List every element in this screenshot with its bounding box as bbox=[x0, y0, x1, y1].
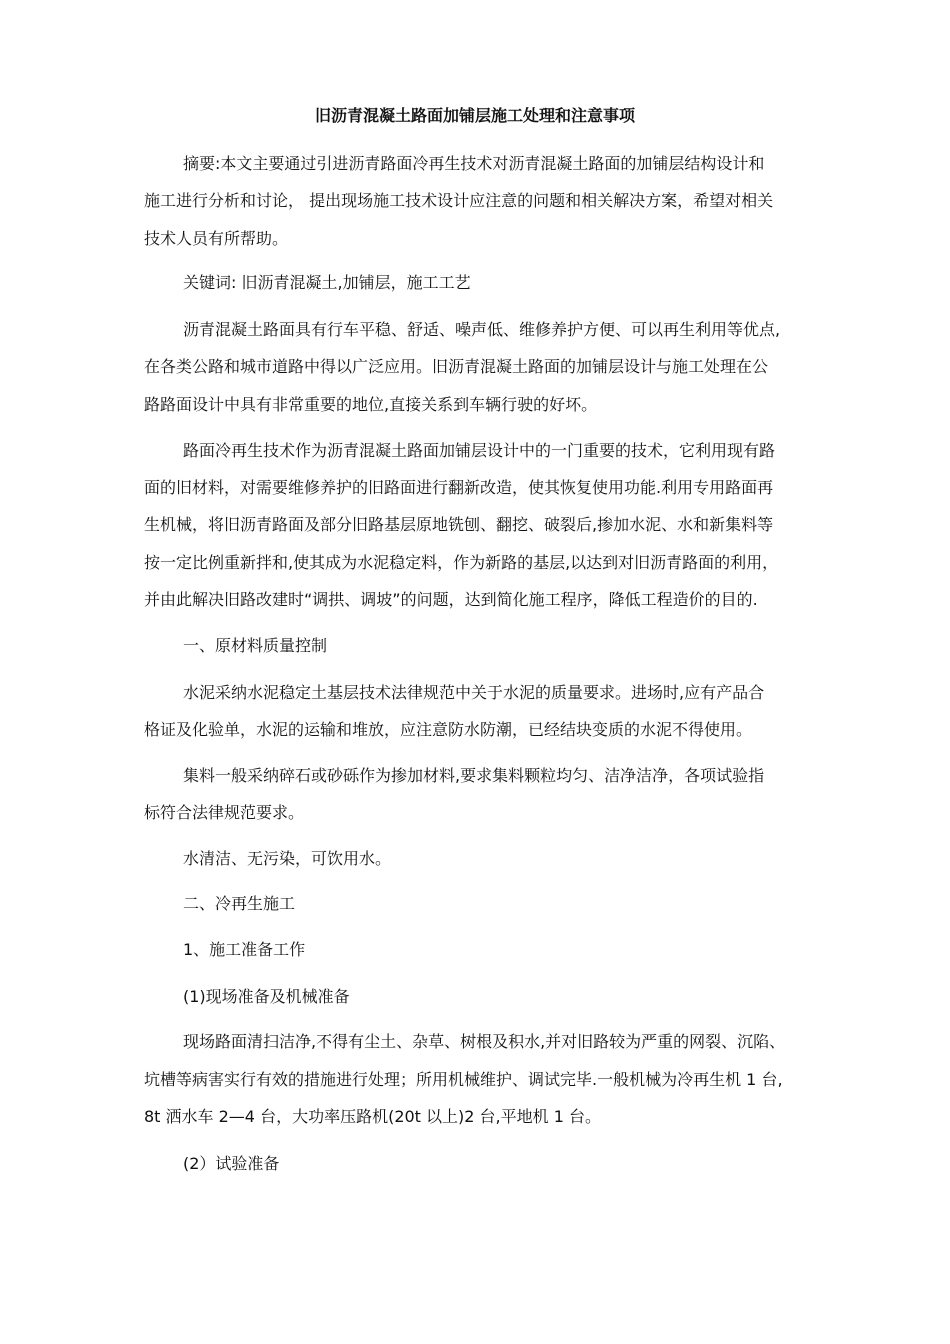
text-line: 施工进行分析和讨论， 提出现场施工技术设计应注意的问题和相关解决方案，希望对相关 bbox=[144, 191, 774, 210]
text-line: 坑槽等病害实行有效的措施进行处理；所用机械维护、调试完毕.一般机械为冷再生机 1 台, bbox=[144, 1070, 783, 1089]
text-line: 并由此解决旧路改建时“调拱、调坡”的问题，达到简化施工程序，降低工程造价的目的. bbox=[144, 590, 758, 609]
text-line: 在各类公路和城市道路中得以广泛应用。旧沥青混凝土路面的加铺层设计与施工处理在公 bbox=[144, 357, 769, 376]
text-line: 二、冷再生施工 bbox=[183, 894, 296, 913]
document-title: 旧沥青混凝土路面加铺层施工处理和注意事项 bbox=[314, 106, 635, 125]
text-line: 关键词: 旧沥青混凝土,加铺层，施工工艺 bbox=[183, 273, 471, 292]
text-line: 水清洁、无污染，可饮用水。 bbox=[183, 849, 392, 868]
text-line: 面的旧材料，对需要维修养护的旧路面进行翻新改造，使其恢复使用功能.利用专用路面再 bbox=[144, 478, 774, 497]
text-line: 技术人员有所帮助。 bbox=[144, 229, 289, 248]
text-line: 集料一般采纳碎石或砂砾作为掺加材料,要求集料颗粒均匀、洁净洁净，各项试验指 bbox=[183, 766, 765, 785]
text-line: 路面冷再生技术作为沥青混凝土路面加铺层设计中的一门重要的技术，它利用现有路 bbox=[183, 441, 776, 460]
text-line: 摘要:本文主要通过引进沥青路面冷再生技术对沥青混凝土路面的加铺层结构设计和 bbox=[183, 154, 765, 173]
text-line: 8t 洒水车 2—4 台，大功率压路机(20t 以上)2 台,平地机 1 台。 bbox=[144, 1107, 601, 1126]
text-line: 水泥采纳水泥稳定土基层技术法律规范中关于水泥的质量要求。进场时,应有产品合 bbox=[183, 683, 765, 702]
text-line: 一、原材料质量控制 bbox=[183, 636, 328, 655]
text-line: 按一定比例重新拌和,使其成为水泥稳定料，作为新路的基层,以达到对旧沥青路面的利用， bbox=[144, 553, 779, 572]
text-line: (1)现场准备及机械准备 bbox=[183, 987, 350, 1006]
text-line: 标符合法律规范要求。 bbox=[144, 803, 305, 822]
text-line: 路路面设计中具有非常重要的地位,直接关系到车辆行驶的好坏。 bbox=[144, 395, 598, 414]
text-line: 现场路面清扫洁净,不得有尘土、杂草、树根及积水,并对旧路较为严重的网裂、沉陷、 bbox=[183, 1032, 786, 1051]
text-line: 沥青混凝土路面具有行车平稳、舒适、噪声低、维修养护方便、可以再生利用等优点, bbox=[183, 320, 781, 339]
text-line: 1、施工准备工作 bbox=[183, 940, 306, 959]
text-line: 生机械，将旧沥青路面及部分旧路基层原地铣刨、翻挖、破裂后,掺加水泥、水和新集料等 bbox=[144, 515, 774, 534]
text-line: (2）试验准备 bbox=[183, 1154, 280, 1173]
text-line: 格证及化验单，水泥的运输和堆放，应注意防水防潮，已经结块变质的水泥不得使用。 bbox=[144, 720, 753, 739]
